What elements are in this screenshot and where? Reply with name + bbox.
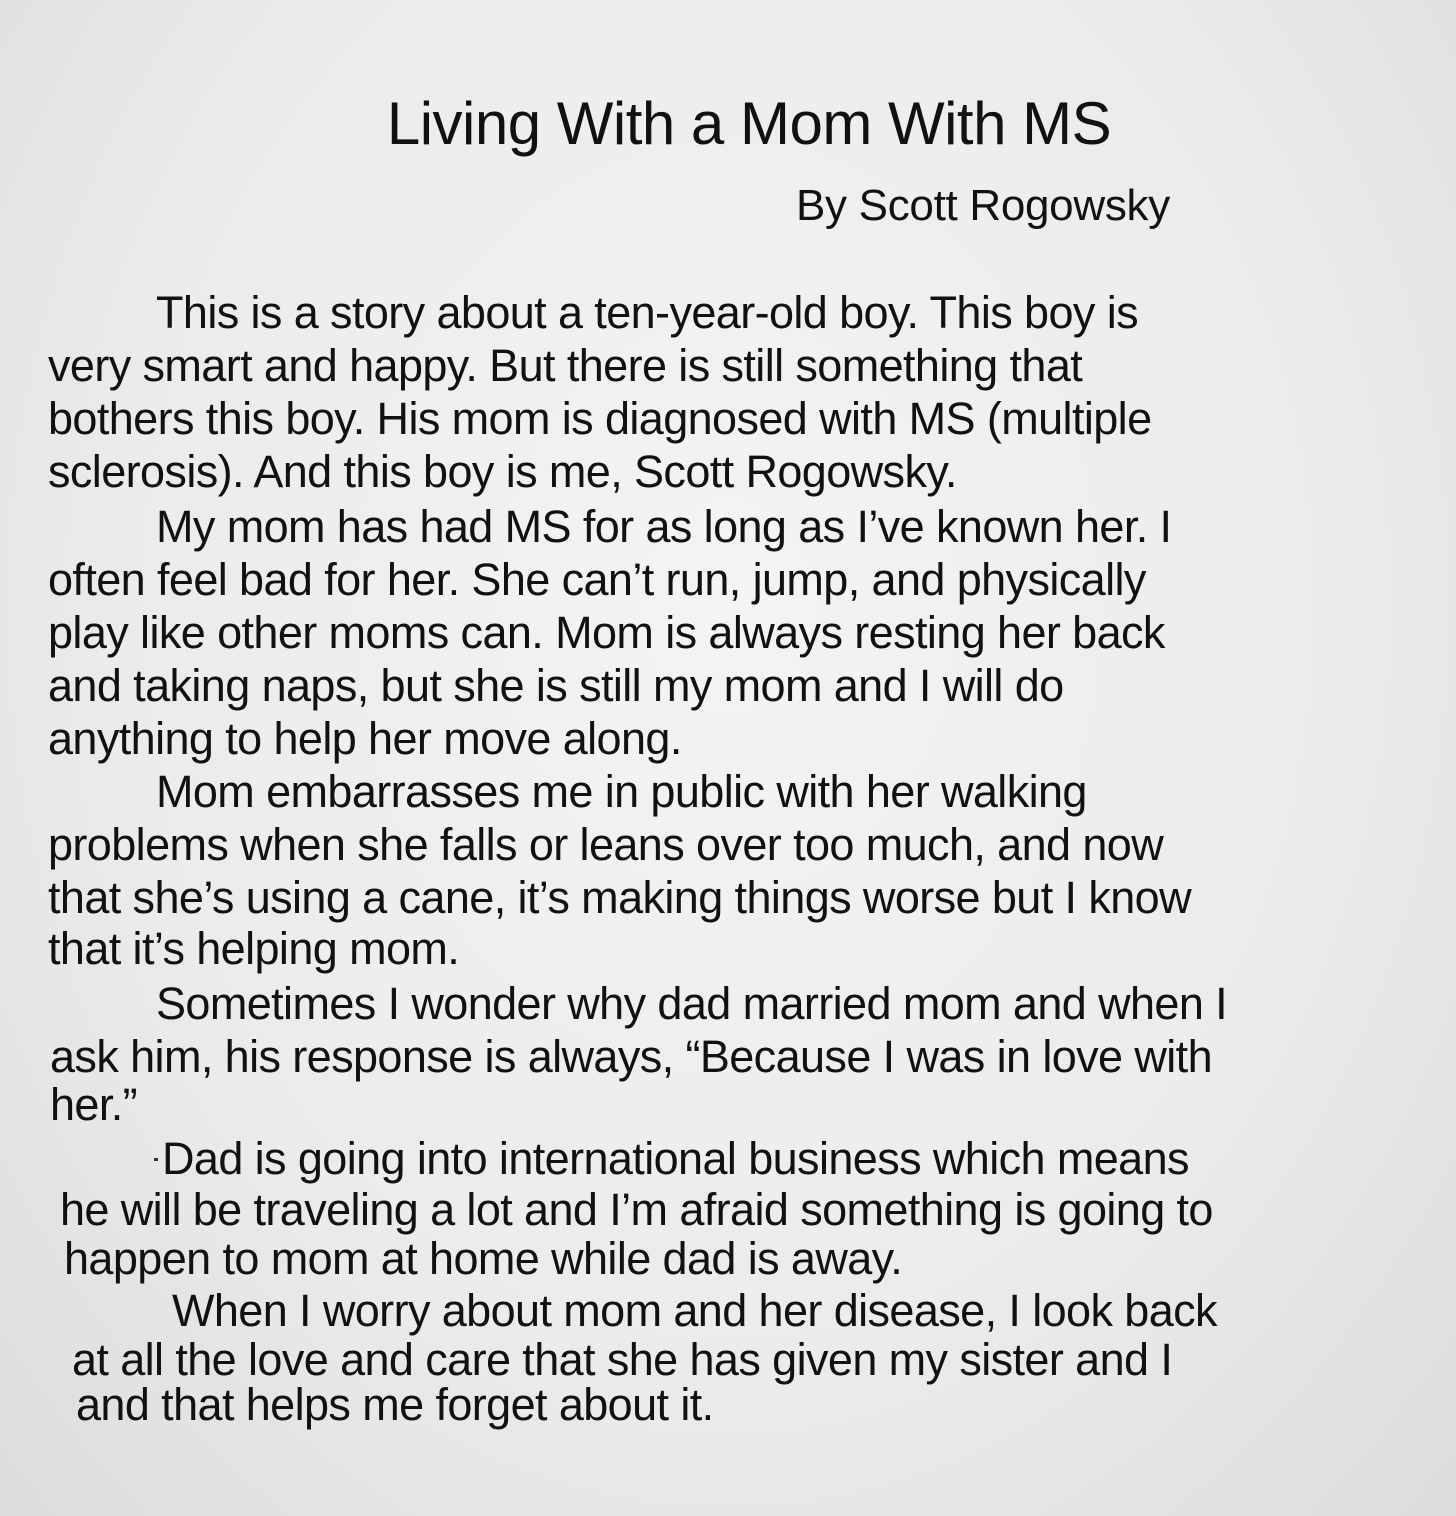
- text-line: and that helps me forget about it.: [76, 1379, 714, 1430]
- text-line: at all the love and care that she has given my sister and I: [72, 1334, 1173, 1385]
- text-line: that she’s using a cane, it’s making things worse but I know: [48, 872, 1191, 923]
- text-line: Sometimes I wonder why dad married mom and when I: [156, 978, 1228, 1029]
- text-line: bothers this boy. His mom is diagnosed with MS (multiple: [48, 393, 1152, 444]
- text-line: My mom has had MS for as long as I’ve known her. I: [156, 501, 1172, 552]
- text-line: ask him, his response is always, “Because I was in love with: [50, 1031, 1212, 1082]
- text-line: sclerosis). And this boy is me, Scott Rogowsky.: [48, 446, 957, 497]
- text-line: When I worry about mom and her disease, I look back: [172, 1285, 1217, 1336]
- document-title: Living With a Mom With MS: [386, 90, 1112, 157]
- text-line: problems when she falls or leans over too much, and now: [48, 819, 1164, 870]
- text-line: play like other moms can. Mom is always resting her back: [48, 607, 1165, 658]
- text-line: her.”: [50, 1079, 138, 1130]
- text-line: very smart and happy. But there is still something that: [48, 340, 1083, 391]
- text-line: Mom embarrasses me in public with her walking: [156, 766, 1087, 817]
- text-line: This is a story about a ten-year-old boy. This boy is: [156, 287, 1138, 338]
- text-line: happen to mom at home while dad is away.: [64, 1233, 903, 1284]
- text-line: that it’s helping mom.: [48, 923, 460, 974]
- stray-pen-mark: [154, 1158, 158, 1161]
- text-line: and taking naps, but she is still my mom and I will do: [48, 660, 1064, 711]
- text-line: anything to help her move along.: [48, 713, 682, 764]
- text-line: he will be traveling a lot and I’m afraid something is going to: [60, 1184, 1213, 1235]
- text-line: Dad is going into international business which means: [162, 1133, 1189, 1184]
- text-line: often feel bad for her. She can’t run, jump, and physically: [48, 554, 1146, 605]
- author-byline: By Scott Rogowsky: [796, 181, 1170, 230]
